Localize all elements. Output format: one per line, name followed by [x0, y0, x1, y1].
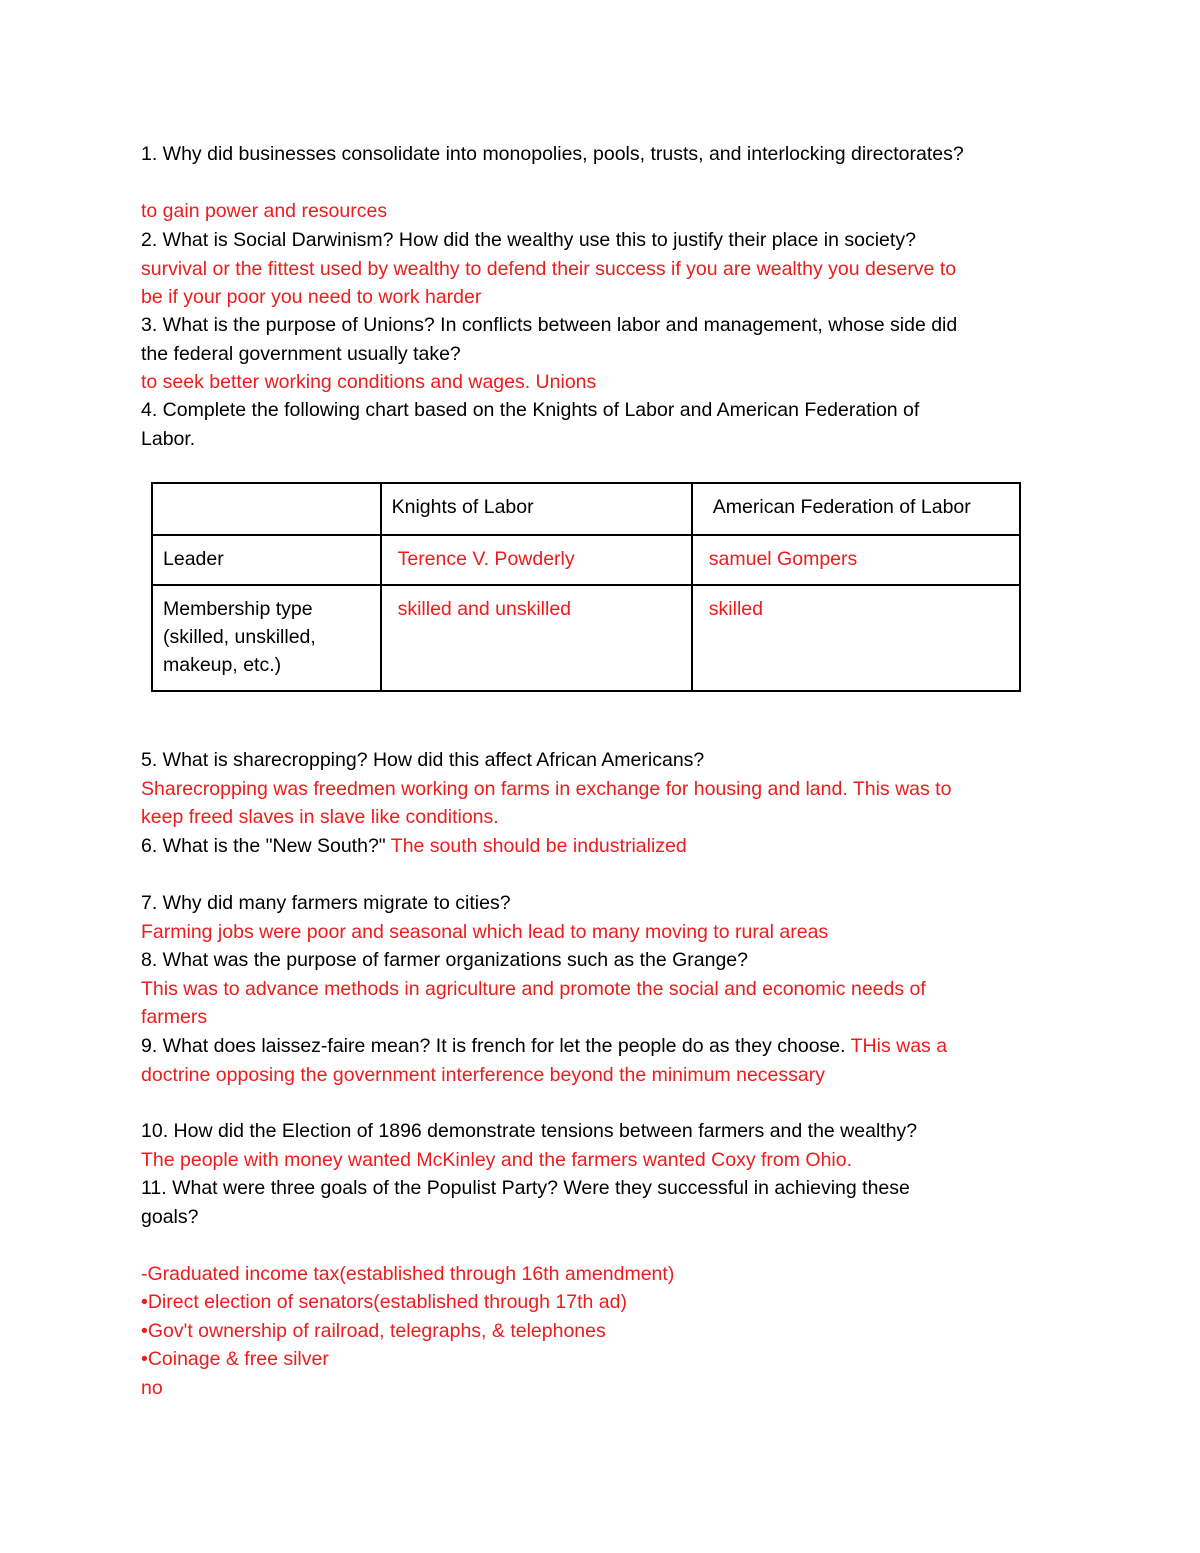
question-2-block — [141, 226, 1061, 312]
answer-11-item: -Graduated income tax(established through 16th amendment) — [141, 1262, 675, 1285]
answer-9-line-2: doctrine opposing the government interference beyond the minimum necessary — [141, 1063, 825, 1086]
answer-11-item: •Coinage & free silver — [141, 1348, 329, 1370]
answer-6-text: The south should be industrialized — [385, 835, 687, 857]
question-4-block — [141, 396, 1061, 453]
answer-2-line-2: be if your poor you need to work harder — [141, 286, 482, 308]
question-8-text: 8. What was the purpose of farmer organizations such as the Grange? — [141, 949, 748, 971]
table-header-row — [152, 483, 1020, 535]
question-4-line-2: Labor. — [141, 427, 196, 450]
question-10-block — [141, 1117, 1061, 1174]
answer-1-text: to gain power and resources — [141, 200, 388, 222]
question-10-text: 10. How did the Election of 1896 demonstrate tensions between farmers and the wealthy? — [141, 1120, 918, 1142]
question-3-line-1: 3. What is the purpose of Unions? In conflicts between labor and management, whose side did — [141, 314, 958, 336]
table-cell-membership-label: Membership type (skilled, unskilled, makeup, etc.) — [152, 585, 381, 691]
question-7-text: 7. Why did many farmers migrate to cities? — [141, 892, 511, 914]
labor-comparison-table — [151, 482, 1021, 692]
table-row — [152, 535, 1020, 585]
question-7-block — [141, 889, 1061, 946]
table-header-cell-empty — [152, 483, 381, 535]
question-1-block — [141, 140, 1061, 226]
question-11-block — [141, 1174, 1061, 1402]
answer-11-item: •Gov't ownership of railroad, telegraphs, & telephones — [141, 1319, 606, 1342]
answer-8-line-1: This was to advance methods in agriculture and promote the social and economic needs of — [141, 977, 926, 1000]
question-2-text: 2. What is Social Darwinism? How did the wealthy use this to justify their place in society? — [141, 229, 916, 251]
question-3-block — [141, 311, 1061, 397]
blank-line — [141, 169, 1061, 198]
question-1-text: 1. Why did businesses consolidate into monopolies, pools, trusts, and interlocking directorates? — [141, 143, 964, 165]
question-11-line-1: 11. What were three goals of the Populist Party? Were they successful in achieving these — [141, 1177, 910, 1199]
table-row — [152, 585, 1020, 691]
answer-5-line-1: Sharecropping was freedmen working on farms in exchange for housing and land. This was to — [141, 777, 952, 800]
blank-line — [141, 1231, 1061, 1260]
table-header-cell-knights: Knights of Labor — [381, 483, 692, 535]
table-cell-afl-membership: skilled — [692, 585, 1020, 691]
question-9-block — [141, 1032, 1061, 1089]
question-5-text: 5. What is sharecropping? How did this affect African Americans? — [141, 749, 705, 771]
question-6-block — [141, 832, 1061, 861]
table-cell-afl-leader: samuel Gompers — [692, 535, 1020, 585]
question-11-line-2: goals? — [141, 1205, 199, 1228]
question-9-text: 9. What does laissez-faire mean? It is french for let the people do as they choose. — [141, 1035, 846, 1057]
answer-3-text: to seek better working conditions and wages. Unions — [141, 371, 597, 393]
question-3-line-2: the federal government usually take? — [141, 342, 461, 365]
question-4-line-1: 4. Complete the following chart based on the Knights of Labor and American Federation of — [141, 399, 920, 421]
question-8-block — [141, 946, 1061, 1032]
answer-5-line-2: keep freed slaves in slave like conditions. — [141, 806, 499, 828]
question-5-block — [141, 746, 1061, 832]
answer-2-line-1: survival or the fittest used by wealthy to defend their success if you are wealthy you deserve to — [141, 257, 957, 280]
answer-11-item: no — [141, 1376, 163, 1399]
answer-10-text: The people with money wanted McKinley and the farmers wanted Coxy from Ohio. — [141, 1148, 853, 1171]
answer-9-line-1: THis was a — [845, 1035, 948, 1057]
answer-7-text: Farming jobs were poor and seasonal which lead to many moving to rural areas — [141, 920, 829, 943]
answer-8-line-2: farmers — [141, 1006, 208, 1028]
question-6-text: 6. What is the "New South?" — [141, 835, 386, 857]
table-cell-knights-membership: skilled and unskilled — [381, 585, 692, 691]
table-cell-leader-label: Leader — [152, 535, 381, 585]
answer-11-item: •Direct election of senators(established through 17th ad) — [141, 1291, 627, 1313]
table-header-cell-afl: American Federation of Labor — [692, 483, 1020, 535]
table-cell-knights-leader: Terence V. Powderly — [381, 535, 692, 585]
